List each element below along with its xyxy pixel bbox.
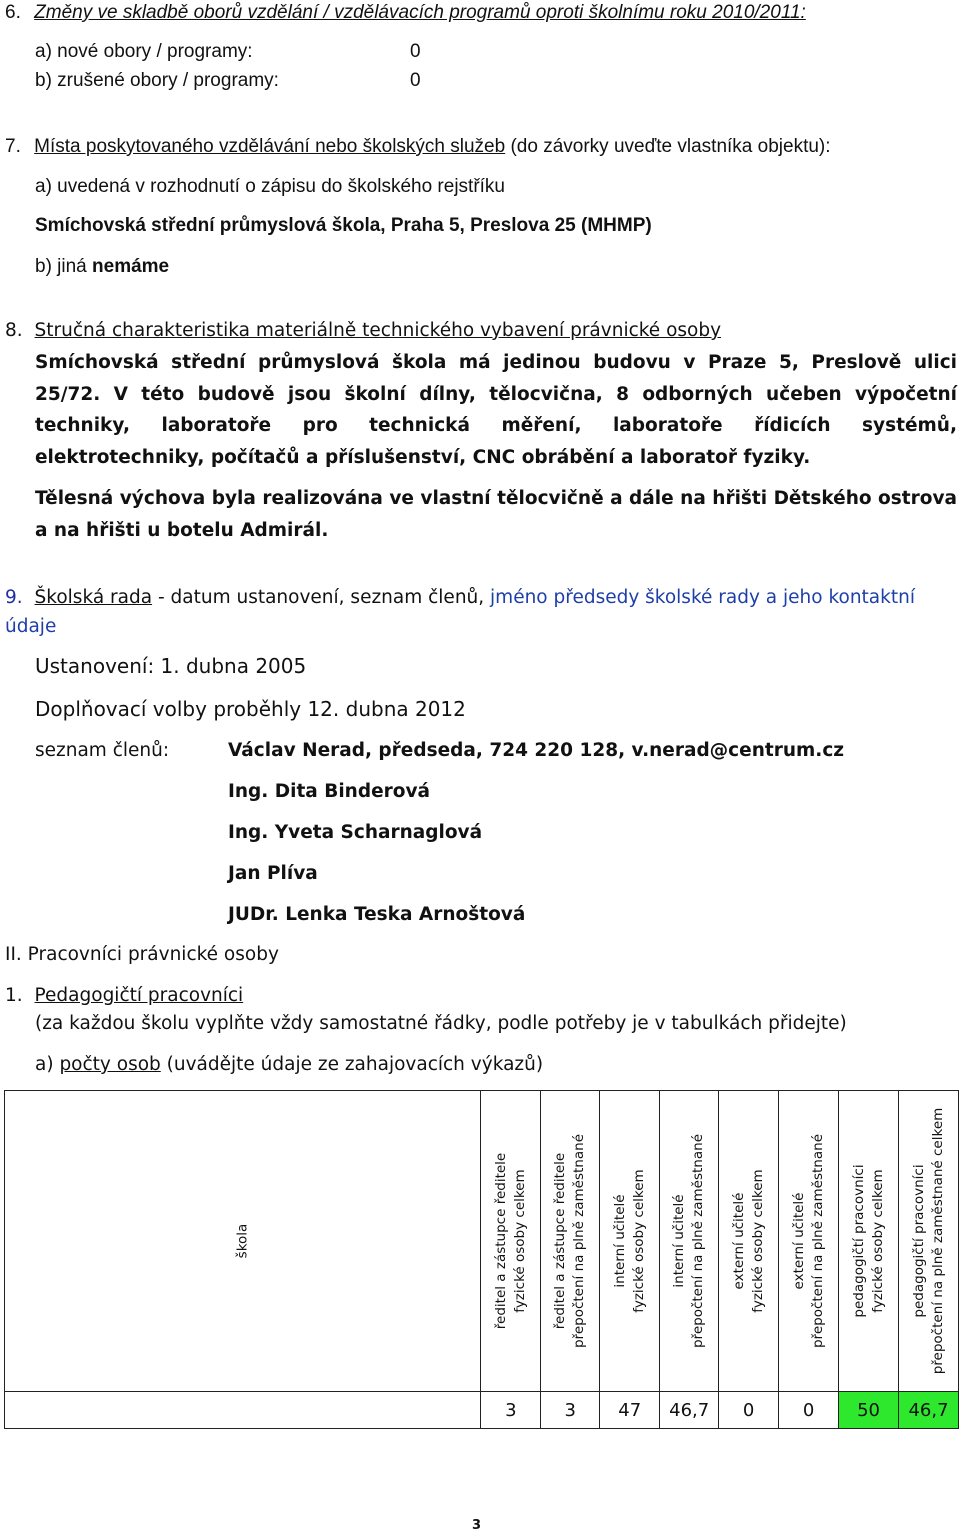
header-line: fyzické osoby celkem <box>869 1169 886 1313</box>
table-row <box>5 1392 959 1429</box>
section-6-title: Změny ve skladbě oborů vzdělání / vzdělávacích programů oproti školnímu roku 2010/2011: <box>34 2 806 23</box>
header-cell <box>541 1091 600 1392</box>
data-cell: 3 <box>541 1392 600 1429</box>
section-number: 6. <box>5 2 21 23</box>
board-founded-date: Ustanovení: 1. dubna 2005 <box>35 654 307 678</box>
headcount-note: (uvádějte údaje ze zahajovacích výkazů) <box>160 1054 544 1075</box>
teaching-staff-table <box>4 1090 959 1429</box>
headcount-link[interactable]: počty osob <box>59 1054 161 1075</box>
header-cell <box>899 1091 959 1392</box>
cancelled-programs-label: b) zrušené obory / programy: <box>35 70 279 91</box>
physical-education-description: Tělesná výchova byla realizována ve vlastní tělocvičně a dále na hřišti Dětského ostrova a na hřišti u botelu Admirál. <box>35 488 957 541</box>
data-cell: 46,7 <box>660 1392 719 1429</box>
header-line: přepočtení na plně zaměstnané <box>690 1133 707 1349</box>
other-location-value: nemáme <box>92 256 170 277</box>
school-header: škola <box>234 1223 251 1259</box>
header-line: ředitel a zástupce ředitele <box>492 1152 509 1330</box>
header-cell <box>660 1091 719 1392</box>
header-cell <box>481 1091 541 1392</box>
section-9-title-blue: jméno předsedy školské rady a jeho kontaktní údaje <box>5 587 915 637</box>
school-header-cell <box>5 1091 481 1392</box>
school-board-link[interactable]: Školská rada <box>34 587 153 608</box>
header-cell <box>839 1091 899 1392</box>
total-headcount-cell: 50 <box>839 1392 899 1429</box>
data-cell: 47 <box>600 1392 660 1429</box>
header-line: fyzické osoby celkem <box>749 1169 766 1313</box>
registry-location-value: Smíchovská střední průmyslová škola, Praha 5, Preslova 25 (MHMP) <box>35 215 652 236</box>
section-number: 8. <box>5 320 23 341</box>
teaching-staff-heading <box>5 985 243 1006</box>
table-header-row <box>5 1091 959 1392</box>
section-7-title-note: (do závorky uveďte vlastníka objektu): <box>505 136 831 157</box>
section-9-heading <box>5 583 925 641</box>
section-7-title: Místa poskytovaného vzdělávání nebo školských služeb <box>34 136 506 157</box>
section-number: 9. <box>5 587 23 608</box>
board-member: Ing. Yveta Scharnaglová <box>228 822 483 843</box>
header-line: interní učitelé <box>611 1194 628 1288</box>
total-fte-cell: 46,7 <box>899 1392 959 1429</box>
part-2-title: II. Pracovníci právnické osoby <box>5 944 279 965</box>
section-6-heading <box>5 2 806 24</box>
header-line: přepočtení na plně zaměstnané <box>809 1133 826 1349</box>
other-location-label: b) jiná <box>35 256 93 277</box>
header-line: přepočtení na plně zaměstnané <box>571 1133 588 1349</box>
header-line: interní učitelé <box>671 1194 688 1288</box>
cancelled-programs-row <box>35 70 455 92</box>
header-line: fyzické osoby celkem <box>630 1169 647 1313</box>
equipment-description: Smíchovská střední průmyslová škola má jedinou budovu v Praze 5, Preslově ulici 25/72. V této budově jsou školní dílny, tělocvična, 8 odborných učeben výpočetní techniky, laboratoře pro technická měření, laboratoře řídicích systémů, elektrotechniky, počítačů a příslušenství, CNC obrábění a laboratoř fyziky. <box>35 352 957 468</box>
header-line: externí učitelé <box>730 1192 747 1290</box>
header-line: externí učitelé <box>790 1192 807 1290</box>
new-programs-label: a) nové obory / programy: <box>35 41 253 62</box>
board-member: Ing. Dita Binderová <box>228 781 431 802</box>
header-cell <box>719 1091 779 1392</box>
section-number: 7. <box>5 136 21 157</box>
new-programs-value: 0 <box>410 41 421 62</box>
new-programs-row <box>35 41 455 63</box>
registry-location-label: a) uvedená v rozhodnutí o zápisu do školského rejstříku <box>35 176 505 197</box>
section-8-heading <box>5 320 721 341</box>
header-line: fyzické osoby celkem <box>511 1169 528 1313</box>
board-member-chair: Václav Nerad, předseda, 724 220 128, v.nerad@centrum.cz <box>228 740 845 761</box>
data-cell: 0 <box>779 1392 839 1429</box>
page-number: 3 <box>472 1518 482 1533</box>
headcount-heading <box>35 1054 543 1075</box>
section-8-title: Stručná charakteristika materiálně technického vybavení právnické osoby <box>34 320 722 341</box>
teaching-staff-title: Pedagogičtí pracovníci <box>34 985 244 1006</box>
header-line: pedagogičtí pracovníci <box>850 1164 867 1318</box>
section-7-heading <box>5 136 831 158</box>
board-elections-date: Doplňovací volby proběhly 12. dubna 2012 <box>35 697 466 721</box>
board-member: JUDr. Lenka Teska Arnoštová <box>228 904 526 925</box>
header-line: přepočtení na plně zaměstnané celkem <box>929 1107 946 1375</box>
cancelled-programs-value: 0 <box>410 70 421 91</box>
data-cell: 0 <box>719 1392 779 1429</box>
header-line: pedagogičtí pracovníci <box>910 1164 927 1318</box>
list-marker: a) <box>35 1054 60 1075</box>
members-label: seznam členů: <box>35 740 170 761</box>
header-cell <box>779 1091 839 1392</box>
header-line: ředitel a zástupce ředitele <box>552 1152 569 1330</box>
section-9-title-mid: - datum ustanovení, seznam členů, <box>152 587 491 608</box>
header-cell <box>600 1091 660 1392</box>
section-number: 1. <box>5 985 23 1006</box>
school-cell <box>5 1392 481 1429</box>
other-location-row <box>35 256 169 278</box>
board-member: Jan Plíva <box>228 863 318 884</box>
data-cell: 3 <box>481 1392 541 1429</box>
teaching-staff-note: (za každou školu vyplňte vždy samostatné řádky, podle potřeby je v tabulkách přidejte) <box>35 1013 847 1034</box>
